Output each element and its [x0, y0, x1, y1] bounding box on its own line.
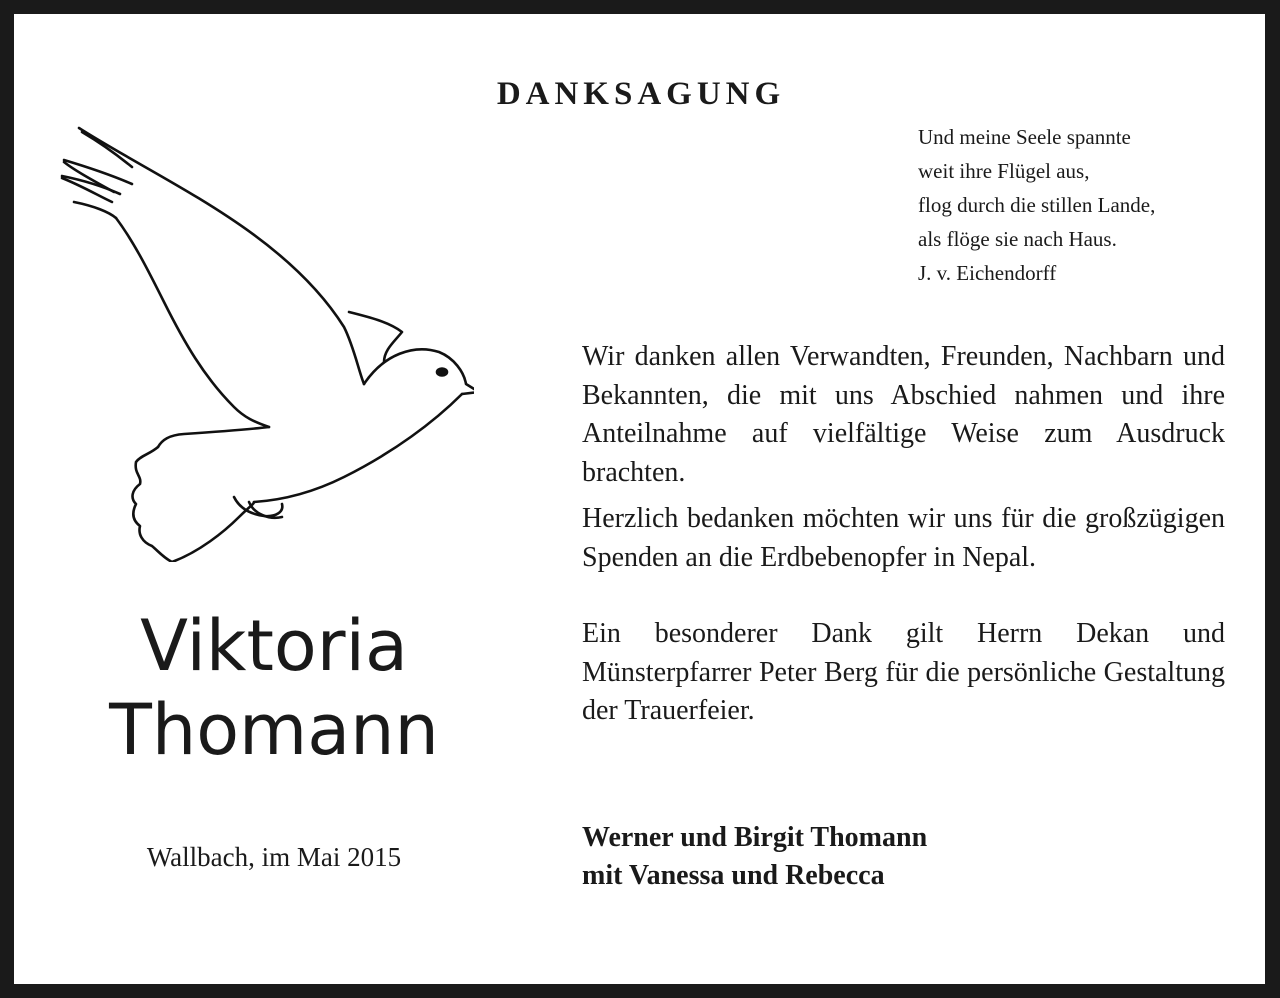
- heading: DANKSAGUNG: [496, 76, 786, 112]
- place-date: Wallbach, im Mai 2015: [146, 842, 402, 872]
- poem: [918, 120, 1155, 290]
- poem-line: als flöge sie nach Haus.: [918, 227, 1117, 251]
- poem-line: weit ihre Flügel aus,: [918, 159, 1090, 183]
- obituary-card: [14, 14, 1265, 984]
- poem-line: Und meine Seele spannte: [918, 125, 1131, 149]
- signature-line: mit Vanessa und Rebecca: [582, 860, 885, 891]
- first-name: Viktoria: [140, 605, 408, 687]
- paragraph-donations: Herzlich bedanken möchten wir uns für die großzügigen Spenden an die Erdbebenopfer in Nepal.: [582, 503, 1225, 573]
- signature: [582, 819, 927, 895]
- poem-line: flog durch die stillen Lande,: [918, 193, 1156, 217]
- deceased-name: [64, 604, 484, 772]
- paragraph-thanks: Wir danken allen Verwandten, Freunden, Nachbarn und Bekannten, die mit uns Abschied nahmen und ihre Anteilnahme auf vielfältige Weise zum Ausdruck brachten.: [582, 341, 1225, 488]
- dove-icon: [54, 122, 474, 562]
- poem-author: J. v. Eichendorff: [918, 261, 1057, 285]
- paragraph-special-thanks: Ein besonderer Dank gilt Herrn Dekan und Münsterpfarrer Peter Berg für die persönliche Gestaltung der Trauerfeier.: [582, 618, 1225, 726]
- signature-line: Werner und Birgit Thomann: [582, 822, 928, 853]
- last-name: Thomann: [109, 689, 439, 771]
- body-text: [582, 338, 1225, 731]
